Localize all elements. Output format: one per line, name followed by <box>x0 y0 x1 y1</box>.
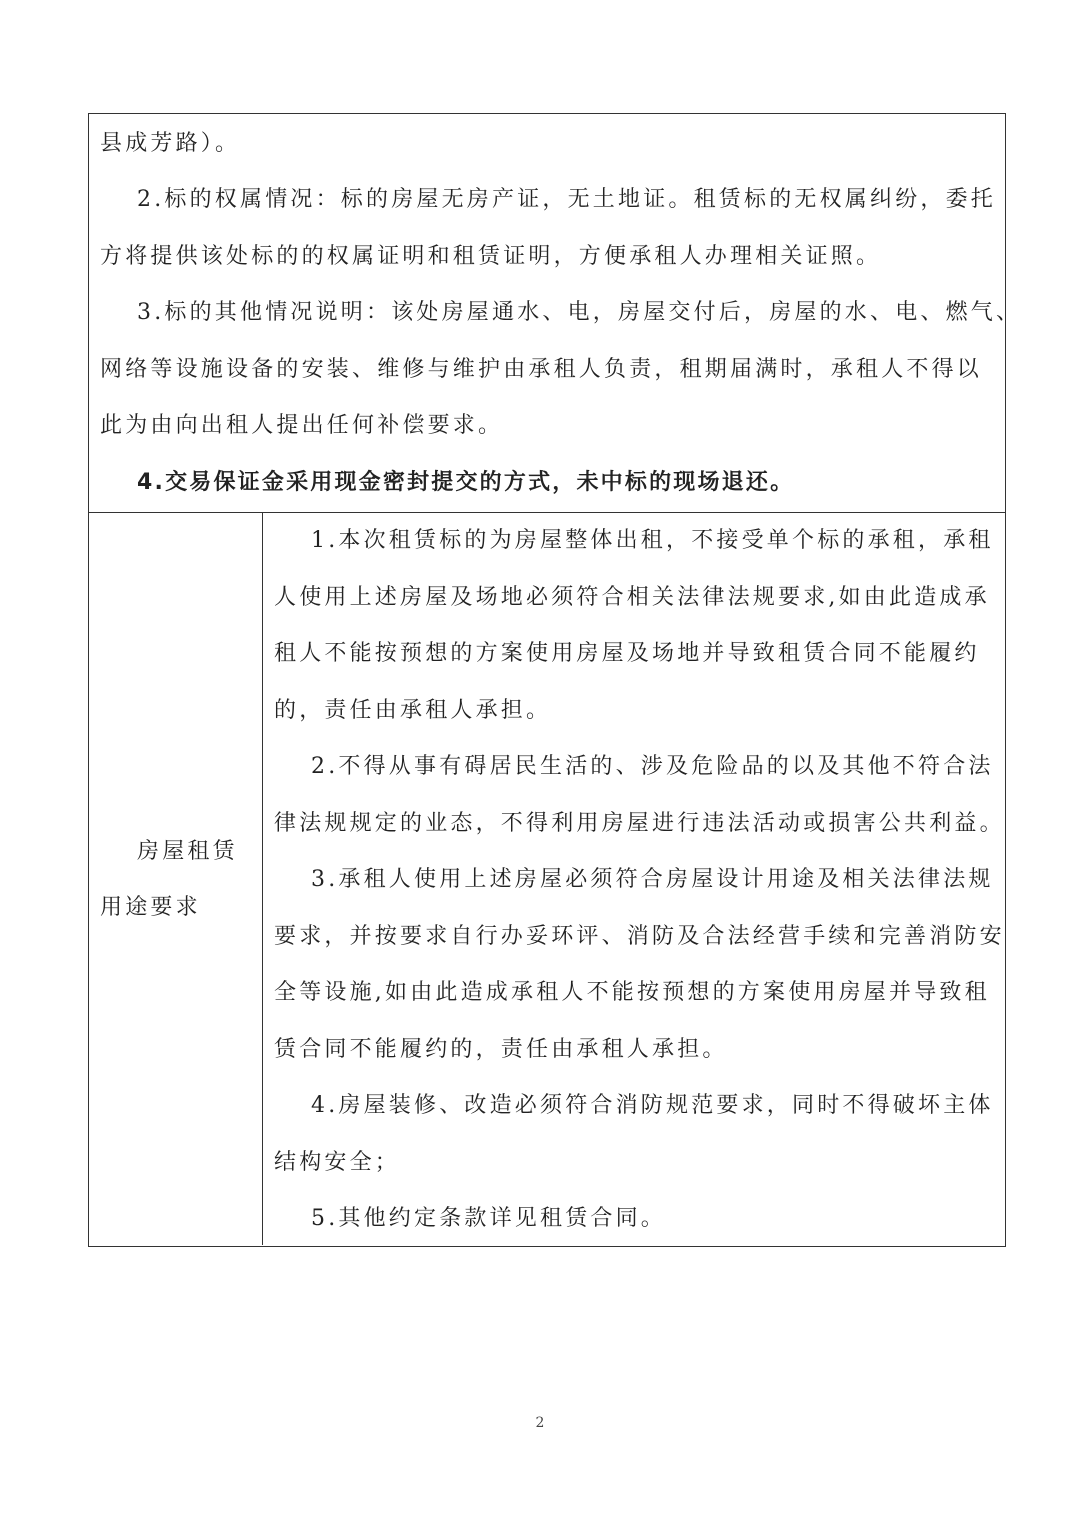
usage-requirements-row <box>89 513 1005 1245</box>
ownership-text-line1: 2.标的权属情况：标的房屋无房产证，无土地证。租赁标的无权属纠纷，委托 <box>137 187 996 212</box>
property-details-cell <box>89 114 1022 513</box>
usage-label-line1: 房屋租赁 <box>137 839 238 864</box>
other-info-text-line2: 网络等设施设备的安装、维修与维护由承租人负责，租期届满时，承租人不得以 <box>100 357 983 382</box>
other-info-text-line3: 此为由向出租人提出任何补偿要求。 <box>100 413 504 438</box>
requirement-3-line3: 全等设施,如由此造成承租人不能按预想的方案使用房屋并导致租 <box>274 980 990 1005</box>
requirement-1-line4: 的，责任由承租人承担。 <box>274 698 552 723</box>
requirement-1-line1: 1.本次租赁标的为房屋整体出租，不接受单个标的承租，承租 <box>311 528 994 553</box>
requirement-3-line1: 3.承租人使用上述房屋必须符合房屋设计用途及相关法律法规 <box>311 867 994 892</box>
location-tail-text: 县成芳路）。 <box>100 131 241 156</box>
lease-info-table <box>88 113 1022 1247</box>
page-number: 2 <box>535 1415 545 1431</box>
requirement-5-line1: 5.其他约定条款详见租赁合同。 <box>311 1206 666 1231</box>
requirement-4-line1: 4.房屋装修、改造必须符合消防规范要求，同时不得破坏主体 <box>311 1093 994 1118</box>
requirement-1-line3: 租人不能按预想的方案使用房屋及场地并导致租赁合同不能履约 <box>274 641 980 666</box>
requirement-3-line2: 要求，并按要求自行办妥环评、消防及合法经营手续和完善消防安 <box>274 924 1005 949</box>
requirement-2-line2: 律法规规定的业态，不得利用房屋进行违法活动或损害公共利益。 <box>274 811 1005 836</box>
deposit-note-text: 4.交易保证金采用现金密封提交的方式，未中标的现场退还。 <box>137 470 795 495</box>
column-divider <box>262 513 263 1245</box>
other-info-text-line1: 3.标的其他情况说明：该处房屋通水、电，房屋交付后，房屋的水、电、燃气、 <box>137 300 1022 325</box>
requirement-3-line4: 赁合同不能履约的，责任由承租人承担。 <box>274 1037 728 1062</box>
ownership-text-line2: 方将提供该处标的的权属证明和租赁证明，方便承租人办理相关证照。 <box>100 244 882 269</box>
usage-label-line2: 用途要求 <box>100 895 201 920</box>
requirement-4-line2: 结构安全； <box>274 1150 401 1175</box>
requirement-2-line1: 2.不得从事有碍居民生活的、涉及危险品的以及其他不符合法 <box>311 754 994 779</box>
requirement-1-line2: 人使用上述房屋及场地必须符合相关法律法规要求,如由此造成承 <box>274 585 990 610</box>
